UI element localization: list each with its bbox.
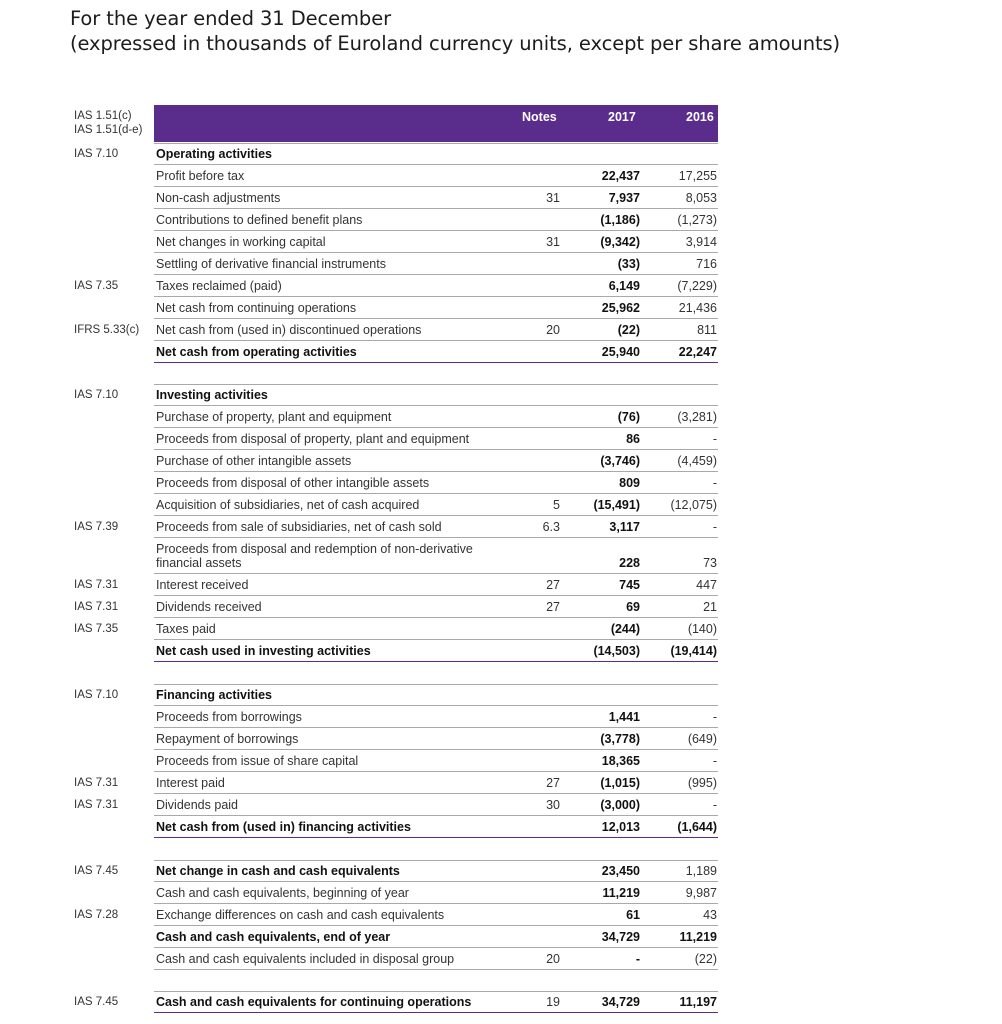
row-label: Purchase of property, plant and equipment bbox=[156, 410, 392, 424]
value-2017: 7,937 bbox=[608, 191, 640, 205]
section-heading bbox=[154, 384, 718, 406]
value-2017: 18,365 bbox=[601, 754, 640, 768]
row-label: Interest received bbox=[156, 578, 249, 592]
row-note: 27 bbox=[546, 776, 560, 790]
value-2016: (12,075) bbox=[670, 498, 717, 512]
value-2017: (22) bbox=[617, 323, 640, 337]
row-label: Taxes reclaimed (paid) bbox=[156, 279, 282, 293]
table-row bbox=[154, 596, 718, 618]
table-row bbox=[154, 538, 718, 574]
value-2016: (19,414) bbox=[670, 644, 717, 658]
value-2016: (649) bbox=[687, 732, 717, 746]
value-2016: 17,255 bbox=[678, 169, 717, 183]
value-2017: 1,441 bbox=[608, 710, 640, 724]
total-row bbox=[154, 341, 718, 363]
table-row bbox=[154, 574, 718, 596]
value-2017: 61 bbox=[626, 908, 640, 922]
value-2017: 25,962 bbox=[601, 301, 640, 315]
table-row bbox=[154, 794, 718, 816]
value-2017: (14,503) bbox=[593, 644, 640, 658]
value-2017: 22,437 bbox=[601, 169, 640, 183]
row-note: 27 bbox=[546, 578, 560, 592]
table-row bbox=[154, 728, 718, 750]
value-2017: 69 bbox=[626, 600, 640, 614]
table-row bbox=[154, 904, 718, 926]
row-label: Proceeds from disposal of other intangible assets bbox=[156, 476, 430, 490]
row-note: 20 bbox=[546, 952, 560, 966]
value-2016: - bbox=[712, 476, 717, 490]
row-label: Net cash from operating activities bbox=[156, 345, 357, 359]
table-row bbox=[154, 772, 718, 794]
final-total-row bbox=[154, 991, 718, 1013]
row-label: Proceeds from sale of subsidiaries, net of cash sold bbox=[156, 520, 442, 534]
row-label: Proceeds from disposal of property, plant and equipment bbox=[156, 432, 470, 446]
value-2017: 25,940 bbox=[601, 345, 640, 359]
value-2016: 43 bbox=[703, 908, 717, 922]
header-ref: IAS 1.51(c) bbox=[74, 110, 132, 122]
row-ref: IAS 7.31 bbox=[74, 601, 119, 613]
total-row bbox=[154, 816, 718, 838]
value-2016: - bbox=[712, 798, 717, 812]
value-2017: (3,000) bbox=[600, 798, 640, 812]
row-label: Net cash used in investing activities bbox=[156, 644, 371, 658]
section-heading bbox=[154, 143, 718, 165]
value-2017: (33) bbox=[617, 257, 640, 271]
value-2017: (3,746) bbox=[600, 454, 640, 468]
table-row bbox=[154, 297, 718, 319]
value-2017: (244) bbox=[610, 622, 640, 636]
row-label: Dividends received bbox=[156, 600, 262, 614]
value-2017: 86 bbox=[626, 432, 640, 446]
value-2016: 1,189 bbox=[685, 864, 717, 878]
row-label: Purchase of other intangible assets bbox=[156, 454, 352, 468]
table-row bbox=[154, 750, 718, 772]
row-ref: IAS 7.45 bbox=[74, 996, 119, 1008]
row-label: Cash and cash equivalents, beginning of year bbox=[156, 886, 409, 900]
year-2017-column-header: 2017 bbox=[608, 110, 636, 124]
row-note: 19 bbox=[546, 995, 560, 1009]
value-2016: (22) bbox=[694, 952, 717, 966]
row-ref: IAS 7.39 bbox=[74, 521, 119, 533]
row-note: 31 bbox=[546, 191, 560, 205]
value-2017: 34,729 bbox=[601, 995, 640, 1009]
table-row bbox=[154, 516, 718, 538]
value-2016: - bbox=[712, 754, 717, 768]
value-2016: 3,914 bbox=[685, 235, 717, 249]
row-label: Proceeds from disposal and redemption of non-derivative financial assets bbox=[156, 542, 473, 570]
table-row bbox=[154, 231, 718, 253]
table-row bbox=[154, 882, 718, 904]
row-ref: IAS 7.10 bbox=[74, 689, 119, 701]
row-ref: IAS 7.45 bbox=[74, 865, 119, 877]
row-ref: IAS 7.35 bbox=[74, 280, 119, 292]
table-row bbox=[154, 406, 718, 428]
value-2017: 6,149 bbox=[608, 279, 640, 293]
value-2016: 11,197 bbox=[679, 995, 717, 1009]
value-2017: (9,342) bbox=[600, 235, 640, 249]
value-2017: 11,219 bbox=[602, 886, 640, 900]
value-2017: 3,117 bbox=[609, 520, 640, 534]
row-label: Proceeds from issue of share capital bbox=[156, 754, 359, 768]
row-label: Net cash from continuing operations bbox=[156, 301, 357, 315]
row-ref: IAS 7.10 bbox=[74, 389, 119, 401]
value-2017: (3,778) bbox=[600, 732, 640, 746]
value-2017: (1,015) bbox=[600, 776, 640, 790]
table-row bbox=[154, 472, 718, 494]
year-2016-column-header: 2016 bbox=[686, 110, 714, 124]
row-ref: IAS 7.31 bbox=[74, 777, 119, 789]
row-ref: IAS 7.31 bbox=[74, 579, 119, 591]
value-2016: 21,436 bbox=[678, 301, 717, 315]
value-2016: (995) bbox=[687, 776, 717, 790]
row-ref: IAS 7.28 bbox=[74, 909, 119, 921]
row-label: Repayment of borrowings bbox=[156, 732, 299, 746]
table-row bbox=[154, 428, 718, 450]
table-row bbox=[154, 319, 718, 341]
value-2017: - bbox=[635, 952, 640, 966]
row-label: Cash and cash equivalents included in disposal group bbox=[156, 952, 455, 966]
table-row bbox=[154, 209, 718, 231]
row-note: 31 bbox=[546, 235, 560, 249]
value-2016: 716 bbox=[696, 257, 717, 271]
row-label: Interest paid bbox=[156, 776, 225, 790]
statement-title bbox=[70, 6, 840, 56]
value-2016: (4,459) bbox=[677, 454, 717, 468]
value-2017: 228 bbox=[619, 556, 640, 570]
row-label: Acquisition of subsidiaries, net of cash acquired bbox=[156, 498, 420, 512]
value-2016: 811 bbox=[697, 323, 717, 337]
value-2016: (3,281) bbox=[677, 410, 717, 424]
value-2016: - bbox=[712, 710, 717, 724]
row-ref: IAS 7.10 bbox=[74, 148, 119, 160]
table-row bbox=[154, 450, 718, 472]
row-ref: IFRS 5.33(c) bbox=[74, 324, 140, 336]
table-row bbox=[154, 948, 718, 970]
notes-column-header: Notes bbox=[522, 110, 557, 124]
value-2016: (1,644) bbox=[677, 820, 717, 834]
row-note: 30 bbox=[546, 798, 560, 812]
row-note: 27 bbox=[546, 600, 560, 614]
value-2016: (7,229) bbox=[677, 279, 717, 293]
title-line-1: For the year ended 31 December bbox=[70, 7, 392, 30]
value-2016: 447 bbox=[696, 578, 717, 592]
value-2017: (1,186) bbox=[600, 213, 640, 227]
value-2017: 23,450 bbox=[601, 864, 640, 878]
row-note: 5 bbox=[553, 498, 560, 512]
row-note: 6.3 bbox=[542, 520, 560, 534]
row-label: Non-cash adjustments bbox=[156, 191, 281, 205]
value-2017: 809 bbox=[619, 476, 640, 490]
table-row bbox=[154, 618, 718, 640]
value-2016: (140) bbox=[687, 622, 717, 636]
table-row bbox=[154, 926, 718, 948]
total-row bbox=[154, 640, 718, 662]
table-row bbox=[154, 275, 718, 297]
value-2016: 8,053 bbox=[685, 191, 717, 205]
header-refs bbox=[74, 109, 142, 137]
section-heading-label: Operating activities bbox=[156, 147, 273, 161]
row-label: Proceeds from borrowings bbox=[156, 710, 302, 724]
row-label: Dividends paid bbox=[156, 798, 238, 812]
value-2016: - bbox=[712, 432, 717, 446]
value-2016: 11,219 bbox=[679, 930, 717, 944]
table-row bbox=[154, 494, 718, 516]
header-ref: IAS 1.51(d-e) bbox=[74, 124, 143, 136]
value-2016: 22,247 bbox=[678, 345, 717, 359]
row-label: Net cash from (used in) financing activities bbox=[156, 820, 411, 834]
title-line-2: (expressed in thousands of Euroland currency units, except per share amounts) bbox=[70, 32, 841, 55]
value-2016: 9,987 bbox=[685, 886, 717, 900]
section-heading bbox=[154, 684, 718, 706]
row-label: Settling of derivative financial instruments bbox=[156, 257, 386, 271]
table-row bbox=[154, 860, 718, 882]
row-ref: IAS 7.35 bbox=[74, 623, 119, 635]
row-label: Net cash from (used in) discontinued operations bbox=[156, 323, 422, 337]
row-label: Cash and cash equivalents, end of year bbox=[156, 930, 391, 944]
value-2016: (1,273) bbox=[677, 213, 717, 227]
table-row bbox=[154, 706, 718, 728]
section-heading-label: Investing activities bbox=[156, 388, 268, 402]
value-2016: 21 bbox=[703, 600, 717, 614]
row-ref: IAS 7.31 bbox=[74, 799, 119, 811]
value-2017: (76) bbox=[617, 410, 640, 424]
value-2017: 745 bbox=[619, 578, 640, 592]
value-2017: 12,013 bbox=[601, 820, 640, 834]
section-heading-label: Financing activities bbox=[156, 688, 273, 702]
row-label: Exchange differences on cash and cash equivalents bbox=[156, 908, 445, 922]
row-label: Cash and cash equivalents for continuing operations bbox=[156, 995, 472, 1009]
value-2016: - bbox=[712, 520, 717, 534]
value-2016: 73 bbox=[703, 556, 717, 570]
value-2017: (15,491) bbox=[593, 498, 640, 512]
row-label: Contributions to defined benefit plans bbox=[156, 213, 363, 227]
table-header bbox=[154, 105, 718, 142]
row-label: Net changes in working capital bbox=[156, 235, 326, 249]
table-row bbox=[154, 253, 718, 275]
table-row bbox=[154, 187, 718, 209]
value-2017: 34,729 bbox=[601, 930, 640, 944]
table-row bbox=[154, 165, 718, 187]
row-label: Taxes paid bbox=[156, 622, 216, 636]
row-label: Profit before tax bbox=[156, 169, 245, 183]
row-label: Net change in cash and cash equivalents bbox=[156, 864, 400, 878]
row-note: 20 bbox=[546, 323, 560, 337]
